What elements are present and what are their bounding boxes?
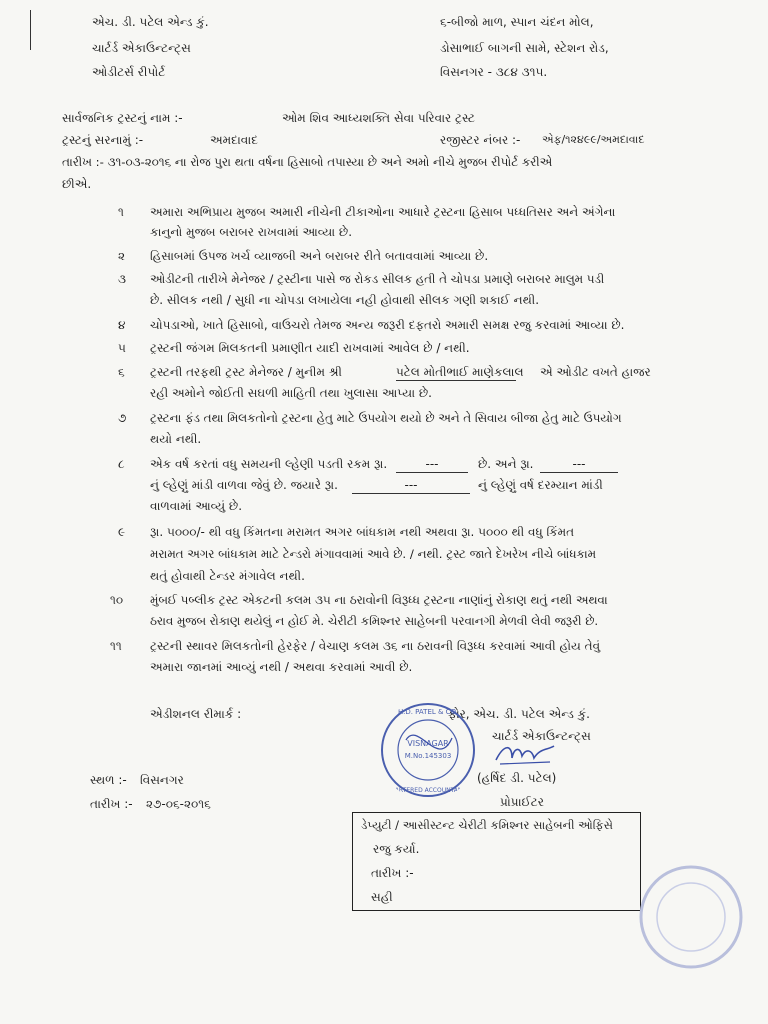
amount-blank xyxy=(352,477,470,494)
address-line-2: ડોસાભાઈ બાગની સામે, સ્ટેશન રોડ, xyxy=(440,41,609,55)
item-line: એક વર્ષ કરતાં વધુ સમયની લ્હેણી પડતી રકમ રૂા. xyxy=(150,457,388,471)
item-number: ૧૧ xyxy=(110,639,122,653)
trust-name-label: સાર્વજનિક ટ્રસ્ટનું નામ :- xyxy=(62,111,183,125)
margin-mark xyxy=(30,10,31,50)
trust-address-value: અમદાવાદ xyxy=(210,133,258,147)
item-line: મુંબઈ પબ્લીક ટ્રસ્ટ એકટની કલમ ૩૫ ના ઠરાવોની વિરૂધ્ધ ટ્રસ્ટના નાણાંનું રોકાણ થતું નથી અથવા xyxy=(150,593,608,607)
signer-name: (હર્ષિદ ડી. પટેલ) xyxy=(477,771,557,785)
item-line: ટ્રસ્ટની જંગમ મિલકતની પ્રમાણીત યાદી રાખવામાં આવેલ છે / નથી. xyxy=(150,341,470,355)
address-line-3: વિસનગર - ૩૮૪ ૩૧૫. xyxy=(440,65,548,79)
amount-blank xyxy=(540,456,618,473)
signature-profession: ચાર્ટર્ડ એકાઉન્ટન્ટ્સ xyxy=(492,729,591,743)
place-value: વિસનગર xyxy=(140,773,184,787)
registration-label: રજીસ્ટર નંબર :- xyxy=(440,133,521,147)
firm-profession: ચાર્ટર્ડ એકાઉન્ટન્ટ્સ xyxy=(92,41,191,55)
item-number: ૫ xyxy=(118,341,126,355)
faint-stamp xyxy=(636,862,746,972)
manager-name-fill xyxy=(396,364,524,381)
item-number: ૩ xyxy=(118,272,126,286)
item-number: ૭ xyxy=(118,411,127,425)
svg-text:H.D. PATEL & CO.: H.D. PATEL & CO. xyxy=(397,708,459,716)
office-submission-box xyxy=(352,812,641,911)
item-number: ૧૦ xyxy=(110,593,124,607)
item-number: ૧ xyxy=(118,205,124,219)
office-box-date-label: તારીખ :- xyxy=(371,866,414,880)
signature-for-line: ફોર, એચ. ડી. પટેલ એન્ડ કું. xyxy=(448,707,590,721)
item-line: મરામત અગર બાંધકામ માટે ટેન્ડરો મંગાવવામાં આવે છે. / નથી. ટ્રસ્ટ જાતે દેખરેખ નીચે બાંધકામ xyxy=(150,547,596,561)
date-label: તારીખ :- xyxy=(90,797,133,811)
amount-value: --- xyxy=(396,456,468,473)
item-line: થતું હોવાથી ટેન્ડર મંગાવેલ નથી. xyxy=(150,569,305,583)
amount-value: --- xyxy=(352,477,470,494)
firm-name: એચ. ડી. પટેલ એન્ડ કું. xyxy=(92,15,209,29)
item-line: ઓડીટની તારીખે મેનેજર / ટ્રસ્ટીના પાસે જ રોકડ સીલક હતી તે ચોપડા પ્રમાણે બરાબર માલુમ પડી xyxy=(150,272,605,286)
item-number: ૬ xyxy=(118,365,125,379)
place-label: સ્થળ :- xyxy=(90,773,127,787)
amount-blank xyxy=(396,456,468,473)
office-box-sign-label: સહી xyxy=(371,890,393,904)
item-line: નું લ્હેણું માંડી વાળવા જેવું છે. જયારે રૂા. xyxy=(150,478,338,492)
item-line: છે. અને રૂા. xyxy=(478,457,534,471)
item-line: ઠરાવ મુજબ રોકાણ થયેલું ન હોઈ મે. ચેરીટી કમિશ્નર સાહેબની પરવાનગી મેળવી લેવી જરૂરી છે. xyxy=(150,614,599,628)
handwritten-signature xyxy=(490,738,560,770)
item-line: થયો નથી. xyxy=(150,432,202,446)
item-line: ચોપડાઓ, ખાતે હિસાબો, વાઉચરો તેમજ અન્ય જરૂરી દફતરો અમારી સમક્ષ રજુ કરવામાં આવ્યા છે. xyxy=(150,318,625,332)
manager-name: પટેલ મોતીભાઈ માણેકલાલ xyxy=(396,365,524,379)
svg-text:CHARTERED ACCOUNTANTS: CHARTERED ACCOUNTANTS xyxy=(386,787,470,794)
svg-text:VISNAGAR: VISNAGAR xyxy=(407,739,449,748)
office-box-line-1: ડેપ્યુટી / આસીસ્ટન્ટ ચેરીટી કમિશ્નર સાહેબની ઓફિસે xyxy=(361,818,613,832)
item-line: રહી અમોને જોઈતી સઘળી માહિતી તથા ખુલાસા આપ્યા છે. xyxy=(150,386,432,400)
item-line: ટ્રસ્ટના ફંડ તથા મિલકતોનો ટ્રસ્ટના હેતુ માટે ઉપયોગ થયો છે અને તે સિવાય બીજા હેતુ માટે ઉપયોગ xyxy=(150,411,622,425)
item-line: અમારા જાનમાં આવ્યું નથી / અથવા કરવામાં આવી છે. xyxy=(150,660,413,674)
item-line: નું લ્હેણું વર્ષ દરમ્યાન માંડી xyxy=(478,478,603,492)
item-line: રૂા. ૫૦૦૦/- થી વધુ કિંમતના મરામત અગર બાંધકામ નથી અથવા રૂા. ૫૦૦૦ થી વધુ કિંમત xyxy=(150,525,575,539)
additional-remark-label: એડીશનલ રીમાર્ક : xyxy=(150,707,242,721)
item-line: એ ઓડીટ વખતે હાજર xyxy=(540,365,651,379)
trust-name-value: ઓમ શિવ આધ્યશક્તિ સેવા પરિવાર ટ્રસ્ટ xyxy=(282,111,475,125)
trust-address-label: ટ્રસ્ટનું સરનામું :- xyxy=(62,133,144,147)
item-number: ૪ xyxy=(118,318,126,332)
item-line: ટ્રસ્ટની તરફથી ટ્રસ્ટ મેનેજર / મુનીમ શ્રી xyxy=(150,365,342,379)
item-line: કાનુનો મુજબ બરાબર રાખવામાં આવ્યા છે. xyxy=(150,225,353,239)
item-number: ૨ xyxy=(118,249,126,263)
date-value: ૨૭-૦૬-૨૦૧૬ xyxy=(146,797,211,811)
item-number: ૮ xyxy=(118,457,125,471)
firm-seal xyxy=(378,700,478,800)
svg-text:M.No.145303: M.No.145303 xyxy=(404,752,452,760)
item-number: ૯ xyxy=(118,525,126,539)
item-line: વાળવામાં આવ્યું છે. xyxy=(150,499,243,513)
signer-title: પ્રોપ્રાઈટર xyxy=(500,795,544,809)
report-type: ઓડીટર્સ રીપોર્ટ xyxy=(92,65,166,79)
intro-line-2: છીએ. xyxy=(62,177,92,191)
item-line: અમારા અભિપ્રાય મુજબ અમારી નીચેની ટીકાઓના આધારે ટ્રસ્ટના હિસાબ પધ્ધતિસર અને અંગેના xyxy=(150,205,616,219)
item-line: છે. સીલક નથી / સુધી ના ચોપડા લખાયેલા નહી હોવાથી સીલક ગણી શકાઈ નથી. xyxy=(150,293,540,307)
item-line: ટ્રસ્ટની સ્થાવર મિલકતોની હેરફેર / વેચાણ કલમ ૩૬ ના ઠરાવની વિરૂધ્ધ કરવામાં આવી હોય તેવું xyxy=(150,639,601,653)
amount-value: --- xyxy=(540,456,618,473)
registration-value: એફ/૧૨૪૯૯/અમદાવાદ xyxy=(542,133,645,146)
item-line: હિસાબમાં ઉપજ ખર્ચ વ્યાજબી અને બરાબર રીતે બતાવવામાં આવ્યા છે. xyxy=(150,249,489,263)
address-line-1: ૬-બીજો માળ, સ્પાન ચંદન મોલ, xyxy=(440,15,594,29)
intro-line-1: તારીખ :- ૩૧-૦૩-૨૦૧૬ ના રોજ પુરા થતા વર્ષના હિસાબો તપાસ્યા છે અને અમો નીચે મુજબ રીપોર્ટ કરીએ xyxy=(62,155,553,169)
office-box-line-2: રજુ કર્યા. xyxy=(373,842,420,856)
